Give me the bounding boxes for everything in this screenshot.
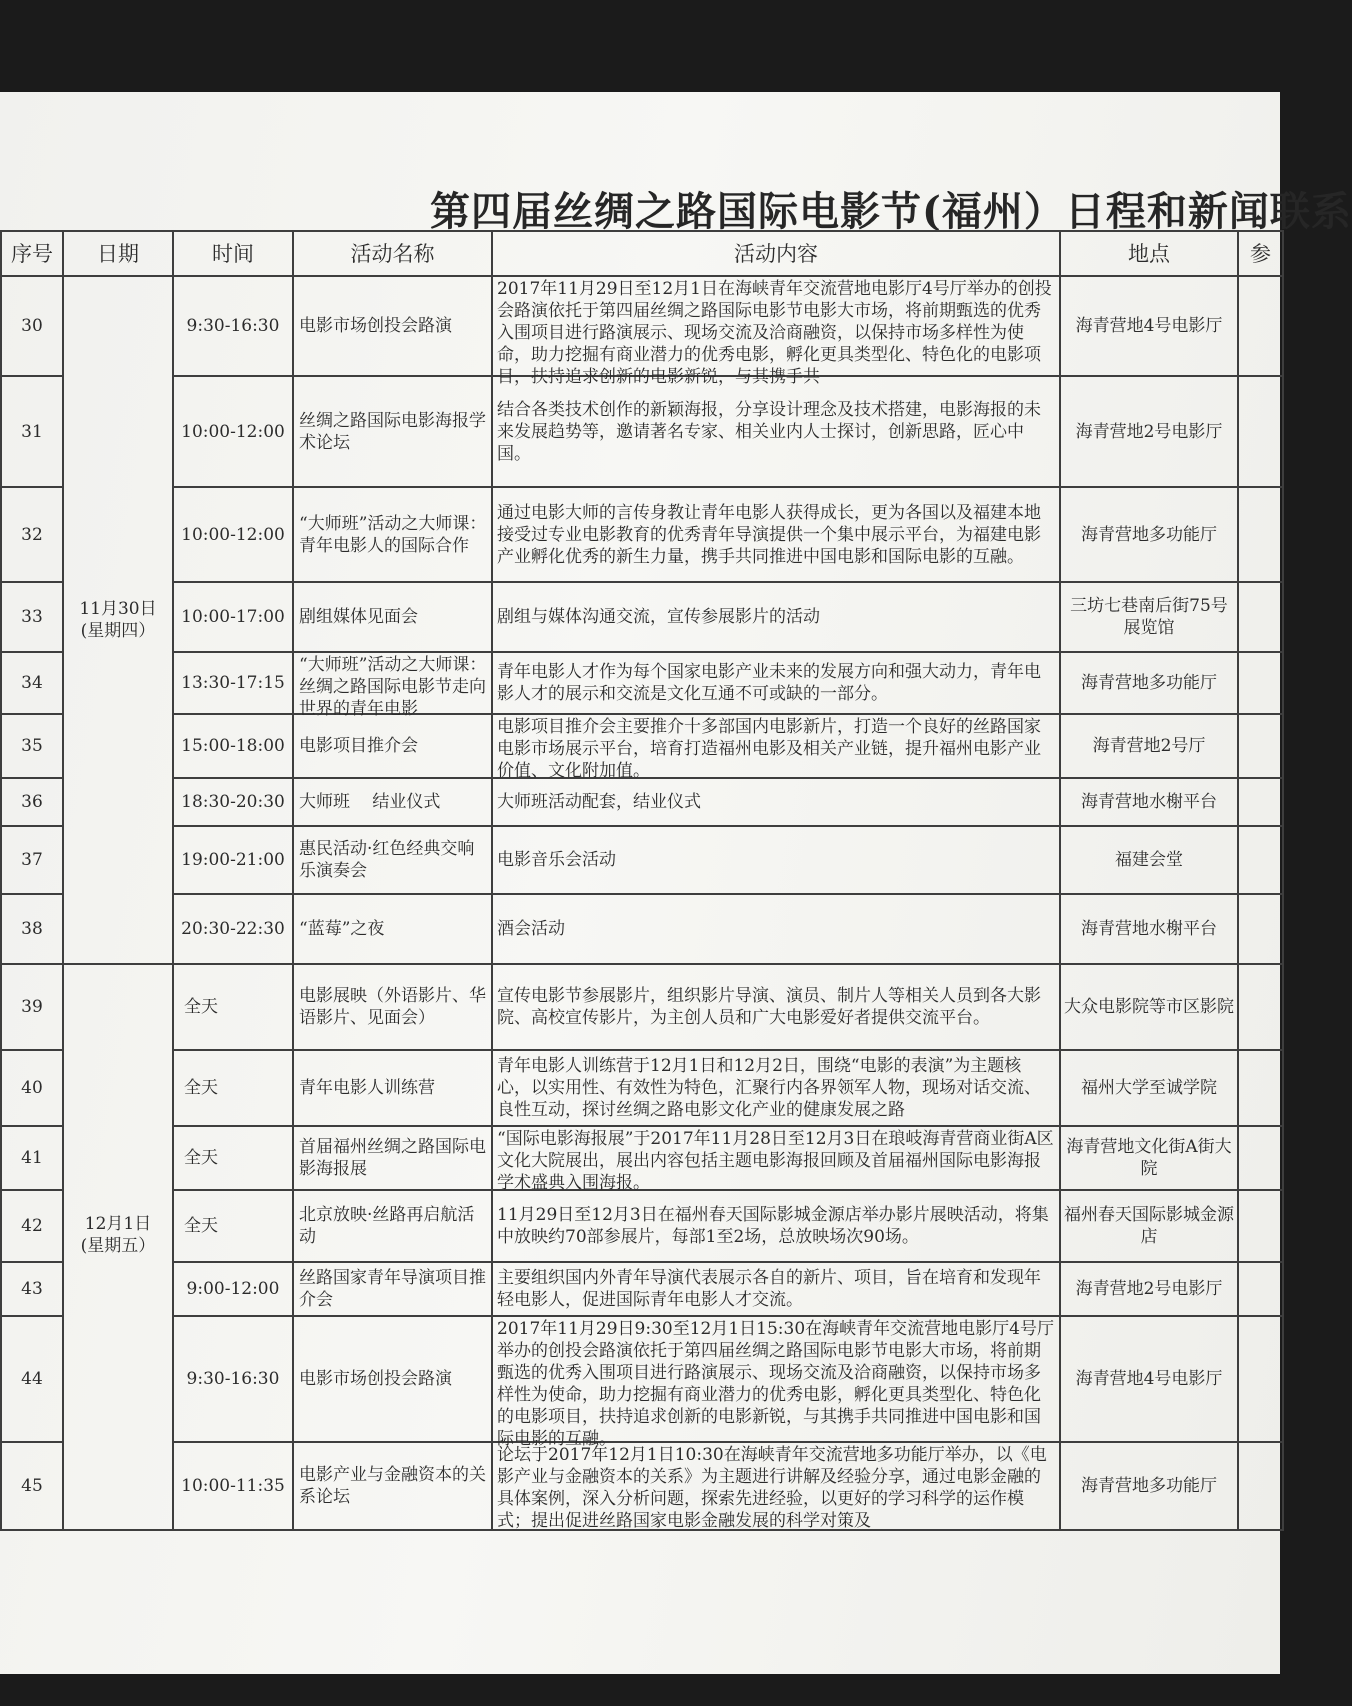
cell-extra	[1238, 894, 1283, 964]
cell-extra	[1238, 1190, 1283, 1262]
cell-activity-name-text: “蓝莓”之夜	[299, 919, 385, 939]
schedule-table	[0, 230, 1284, 1531]
cell-extra	[1238, 1442, 1283, 1530]
cell-no	[1, 1442, 63, 1530]
cell-location	[1060, 652, 1238, 714]
cell-extra	[1238, 652, 1283, 714]
cell-activity-content-text: 电影音乐会活动	[497, 850, 616, 870]
header-time: 时间	[173, 231, 293, 276]
cell-extra	[1238, 582, 1283, 652]
cell-activity-name-text: 剧组媒体见面会	[299, 607, 418, 627]
cell-no	[1, 582, 63, 652]
cell-location-text: 海青营地水榭平台	[1081, 792, 1217, 812]
cell-location-text: 海青营地4号电影厅	[1075, 316, 1223, 336]
cell-no-text: 45	[21, 1476, 43, 1496]
cell-activity-name	[293, 964, 492, 1050]
cell-no	[1, 1126, 63, 1190]
cell-extra	[1238, 276, 1283, 376]
cell-activity-name	[293, 376, 492, 487]
table-row	[1, 276, 1283, 376]
cell-time	[173, 1262, 293, 1316]
cell-no-text: 33	[21, 607, 43, 627]
cell-location	[1060, 487, 1238, 582]
cell-time-text: 9:00-12:00	[186, 1279, 280, 1299]
cell-activity-name	[293, 1442, 492, 1530]
header-name: 活动名称	[293, 231, 492, 276]
cell-location	[1060, 1050, 1238, 1126]
cell-activity-name	[293, 1050, 492, 1126]
cell-no-text: 39	[21, 997, 43, 1017]
cell-location-text: 福州春天国际影城金源店	[1064, 1205, 1234, 1247]
cell-no	[1, 714, 63, 778]
cell-time-text: 全天	[184, 1216, 218, 1236]
cell-location-text: 海青营地4号电影厅	[1075, 1369, 1223, 1389]
cell-no	[1, 376, 63, 487]
cell-no	[1, 1316, 63, 1442]
cell-time	[173, 1316, 293, 1442]
cell-time-text: 全天	[184, 1148, 218, 1168]
cell-time	[173, 1442, 293, 1530]
cell-activity-content-text: 论坛于2017年12月1日10:30在海峡青年交流营地多功能厅举办，以《电影产业与金融资本的关系》为主题进行讲解及经验分享，通过电影金融的具体案例，深入分析问题，探索先进经验，以更好的学习科学的运作模式；提出促进丝路国家电影金融发展的科学对策及	[497, 1445, 1047, 1531]
cell-time-text: 全天	[184, 1078, 218, 1098]
cell-activity-name-text: 惠民活动·红色经典交响乐演奏会	[299, 839, 475, 881]
cell-location-text: 三坊七巷南后街75号展览馆	[1070, 596, 1228, 638]
cell-location	[1060, 1126, 1238, 1190]
cell-no-text: 34	[21, 673, 43, 693]
cell-activity-name-text: 电影市场创投会路演	[299, 1369, 452, 1389]
cell-time-text: 18:30-20:30	[181, 792, 285, 812]
cell-activity-name-text: 首届福州丝绸之路国际电影海报展	[299, 1137, 486, 1179]
cell-location-text: 海青营地2号电影厅	[1075, 1279, 1223, 1299]
cell-no	[1, 487, 63, 582]
cell-location-text: 大众电影院等市区影院	[1064, 997, 1234, 1017]
cell-location-text: 海青营地水榭平台	[1081, 919, 1217, 939]
cell-no	[1, 826, 63, 894]
table-row	[1, 964, 1283, 1050]
cell-location	[1060, 276, 1238, 376]
cell-location	[1060, 894, 1238, 964]
cell-extra	[1238, 778, 1283, 826]
cell-no	[1, 894, 63, 964]
cell-location	[1060, 1316, 1238, 1442]
cell-activity-content	[492, 487, 1060, 582]
cell-time	[173, 778, 293, 826]
cell-no	[1, 652, 63, 714]
cell-no-text: 32	[21, 524, 43, 545]
cell-activity-content-text: 青年电影人训练营于12月1日和12月2日，围绕“电影的表演”为主题核心，以实用性、有效性为特色，汇聚行内各界领军人物，现场对话交流、良性互动，探讨丝绸之路电影文化产业的健康发展之路	[497, 1056, 1041, 1120]
cell-activity-content	[492, 894, 1060, 964]
date-label: 11月30日	[79, 599, 157, 619]
header-no: 序号	[1, 231, 63, 276]
date-weekday: (星期五）	[80, 1236, 156, 1256]
cell-extra	[1238, 376, 1283, 487]
cell-activity-content	[492, 826, 1060, 894]
cell-extra	[1238, 826, 1283, 894]
cell-activity-content	[492, 1126, 1060, 1193]
cell-activity-name-text: 电影项目推介会	[299, 736, 418, 756]
cell-activity-name	[293, 714, 492, 778]
cell-activity-name-text: “大师班”活动之大师课：丝绸之路国际电影节走向世界的青年电影	[299, 655, 487, 719]
table-row	[1, 826, 1283, 894]
cell-activity-name-text: 北京放映·丝路再启航活动	[299, 1205, 475, 1247]
cell-location-text: 海青营地多功能厅	[1081, 673, 1217, 693]
cell-location	[1060, 376, 1238, 487]
cell-activity-content	[492, 778, 1060, 826]
cell-time	[173, 894, 293, 964]
cell-activity-content-text: 2017年11月29日9:30至12月1日15:30在海峡青年交流营地电影厅4号厅举办的创投会路演依托于第四届丝绸之路国际电影节电影大市场，将前期甄选的优秀入围项目进行路演展示、现场交流及洽商融资，以保持市场多样性为使命，助力挖掘有商业潜力的优秀电影，孵化更具类型化、特色化的电影项目，扶持追求创新的电影新锐，与其携手共同推进中国电影和国际电影的互融。	[497, 1319, 1054, 1449]
cell-location	[1060, 778, 1238, 826]
cell-activity-name	[293, 1190, 492, 1262]
cell-activity-content	[492, 652, 1060, 714]
cell-activity-content	[492, 1050, 1060, 1126]
cell-extra	[1238, 714, 1283, 778]
cell-no-text: 36	[21, 792, 43, 812]
table-row	[1, 652, 1283, 714]
date-weekday: (星期四）	[80, 621, 156, 641]
cell-activity-content-text: 通过电影大师的言传身教让青年电影人获得成长，更为各国以及福建本地接受过专业电影教育的优秀青年导演提供一个集中展示平台，为福建电影产业孵化优秀的新生力量，携手共同推进中国电影和国际电影的互融。	[497, 502, 1041, 567]
cell-location	[1060, 826, 1238, 894]
cell-activity-content	[492, 1190, 1060, 1262]
header-date: 日期	[63, 231, 173, 276]
cell-activity-content	[492, 1262, 1060, 1316]
cell-activity-content-text: 结合各类技术创作的新颖海报，分享设计理念及技术搭建，电影海报的未来发展趋势等，邀请著名专家、相关业内人士探讨，创新思路，匠心中国。	[497, 399, 1041, 464]
cell-extra	[1238, 1050, 1283, 1126]
cell-no-text: 43	[21, 1279, 43, 1299]
cell-activity-name	[293, 778, 492, 826]
cell-activity-content-text: 大师班活动配套，结业仪式	[497, 792, 701, 812]
cell-no	[1, 276, 63, 376]
cell-activity-content	[492, 1316, 1060, 1449]
cell-time-text: 全天	[184, 997, 218, 1017]
table-row	[1, 1316, 1283, 1442]
cell-location	[1060, 582, 1238, 652]
cell-time	[173, 826, 293, 894]
cell-date	[63, 276, 173, 964]
cell-activity-content	[492, 582, 1060, 652]
cell-activity-name-text: 丝绸之路国际电影海报学术论坛	[299, 410, 486, 453]
cell-activity-content-text: 酒会活动	[497, 919, 565, 939]
cell-extra	[1238, 1262, 1283, 1316]
cell-no-text: 31	[21, 421, 43, 442]
cell-location-text: 福建会堂	[1115, 850, 1183, 870]
header-extra: 参	[1238, 231, 1283, 276]
cell-time-text: 10:00-12:00	[181, 421, 285, 442]
document-sheet	[0, 92, 1352, 1674]
cell-no	[1, 964, 63, 1050]
cell-no-text: 35	[21, 736, 43, 756]
table-row	[1, 1190, 1283, 1262]
header-location: 地点	[1060, 231, 1238, 276]
cell-no	[1, 1050, 63, 1126]
date-label: 12月1日	[84, 1214, 152, 1234]
table-row	[1, 376, 1283, 487]
cell-activity-name	[293, 1126, 492, 1190]
cell-activity-content-text: 宣传电影节参展影片，组织影片导演、演员、制片人等相关人员到各大影院、高校宣传影片，为主创人员和广大电影爱好者提供交流平台。	[497, 986, 1041, 1028]
cell-activity-content-text: 电影项目推介会主要推介十多部国内电影新片，打造一个良好的丝路国家电影市场展示平台，培育打造福州电影及相关产业链，提升福州电影产业价值、文化附加值。	[497, 717, 1041, 781]
cell-no-text: 44	[21, 1369, 43, 1389]
cell-activity-content	[492, 1442, 1060, 1530]
cell-activity-content-text: 主要组织国内外青年导演代表展示各自的新片、项目，旨在培育和发现年轻电影人，促进国际青年电影人才交流。	[497, 1268, 1041, 1310]
cell-time-text: 13:30-17:15	[181, 673, 285, 693]
table-row	[1, 894, 1283, 964]
document-title: 第四届丝绸之路国际电影节(福州）日程和新闻联系	[430, 188, 1352, 235]
cell-activity-content	[492, 714, 1060, 781]
table-row	[1, 1050, 1283, 1126]
cell-no-text: 40	[21, 1078, 43, 1098]
table-row	[1, 778, 1283, 826]
table-header-row	[1, 231, 1283, 276]
cell-activity-name	[293, 582, 492, 652]
cell-extra	[1238, 1126, 1283, 1190]
cell-activity-content-text: 青年电影人才作为每个国家电影产业未来的发展方向和强大动力，青年电影人才的展示和交流是文化互通不可或缺的一部分。	[497, 662, 1041, 704]
cell-no	[1, 778, 63, 826]
cell-date	[63, 964, 173, 1530]
cell-activity-content	[492, 376, 1060, 487]
cell-activity-name	[293, 652, 492, 719]
cell-time	[173, 1190, 293, 1262]
cell-location	[1060, 964, 1238, 1050]
cell-activity-name-text: 青年电影人训练营	[299, 1078, 435, 1098]
cell-activity-content-text: 剧组与媒体沟通交流，宣传参展影片的活动	[497, 607, 820, 627]
table-row	[1, 582, 1283, 652]
cell-activity-name-text: 丝路国家青年导演项目推介会	[299, 1268, 486, 1310]
cell-activity-name-text: 电影产业与金融资本的关系论坛	[299, 1465, 486, 1507]
cell-activity-content	[492, 276, 1060, 387]
cell-time-text: 19:00-21:00	[181, 850, 285, 870]
cell-time	[173, 714, 293, 778]
cell-location-text: 福州大学至诚学院	[1081, 1078, 1217, 1098]
cell-time	[173, 276, 293, 376]
cell-activity-name	[293, 894, 492, 964]
cell-time-text: 10:00-11:35	[181, 1476, 285, 1496]
cell-time	[173, 1050, 293, 1126]
cell-activity-content	[492, 964, 1060, 1050]
cell-no-text: 38	[21, 919, 43, 939]
cell-time	[173, 376, 293, 487]
table-row	[1, 714, 1283, 778]
cell-activity-content-text: 11月29日至12月3日在福州春天国际影城金源店举办影片展映活动，将集中放映约70部参展片，每部1至2场，总放映场次90场。	[497, 1205, 1049, 1247]
cell-time	[173, 964, 293, 1050]
cell-time	[173, 1126, 293, 1190]
cell-activity-name-text: 电影展映（外语影片、华语影片、见面会）	[299, 986, 486, 1028]
cell-location	[1060, 1442, 1238, 1530]
cell-extra	[1238, 1316, 1283, 1442]
cell-location	[1060, 1190, 1238, 1262]
cell-activity-name-text: 电影市场创投会路演	[299, 316, 452, 336]
table-row	[1, 1442, 1283, 1530]
cell-activity-name	[293, 826, 492, 894]
table-row	[1, 487, 1283, 582]
cell-no	[1, 1262, 63, 1316]
cell-time	[173, 582, 293, 652]
cell-activity-name	[293, 1262, 492, 1316]
cell-activity-name-text: “大师班”活动之大师课：青年电影人的国际合作	[299, 513, 487, 556]
cell-location-text: 海青营地2号厅	[1092, 736, 1206, 756]
cell-location-text: 海青营地多功能厅	[1081, 1476, 1217, 1496]
cell-location-text: 海青营地文化街A街大院	[1066, 1137, 1232, 1179]
cell-no-text: 41	[21, 1148, 43, 1168]
cell-location	[1060, 1262, 1238, 1316]
cell-time-text: 9:30-16:30	[186, 1369, 280, 1389]
cell-time-text: 20:30-22:30	[181, 919, 285, 939]
cell-time-text: 15:00-18:00	[181, 736, 285, 756]
cell-time-text: 10:00-17:00	[181, 607, 285, 627]
cell-activity-content-text: 2017年11月29日至12月1日在海峡青年交流营地电影厅4号厅举办的创投会路演依托于第四届丝绸之路国际电影节电影大市场，将前期甄选的优秀入围项目进行路演展示、现场交流及洽商融资，以保持市场多样性为使命，助力挖掘有商业潜力的优秀电影，孵化更具类型化、特色化的电影项目，扶持追求创新的电影新锐，与其携手共	[497, 279, 1052, 387]
cell-time	[173, 652, 293, 714]
cell-no-text: 42	[21, 1216, 43, 1236]
cell-no-text: 37	[21, 850, 43, 870]
cell-extra	[1238, 964, 1283, 1050]
cell-activity-content-text: “国际电影海报展”于2017年11月28日至12月3日在琅岐海青营商业街A区文化大院展出，展出内容包括主题电影海报回顾及首届福州国际电影海报学术盛典入围海报。	[497, 1129, 1054, 1193]
cell-location	[1060, 714, 1238, 778]
cell-no	[1, 1190, 63, 1262]
cell-time-text: 9:30-16:30	[186, 316, 280, 336]
cell-activity-name	[293, 487, 492, 582]
cell-no-text: 30	[21, 316, 43, 336]
header-content: 活动内容	[492, 231, 1060, 276]
cell-time	[173, 487, 293, 582]
table-row	[1, 1262, 1283, 1316]
table-row	[1, 1126, 1283, 1190]
cell-activity-name	[293, 276, 492, 376]
cell-extra	[1238, 487, 1283, 582]
cell-location-text: 海青营地多功能厅	[1081, 524, 1217, 545]
cell-location-text: 海青营地2号电影厅	[1075, 421, 1223, 442]
cell-time-text: 10:00-12:00	[181, 524, 285, 545]
cell-activity-name	[293, 1316, 492, 1442]
cell-activity-name-text: 大师班 结业仪式	[299, 792, 441, 812]
